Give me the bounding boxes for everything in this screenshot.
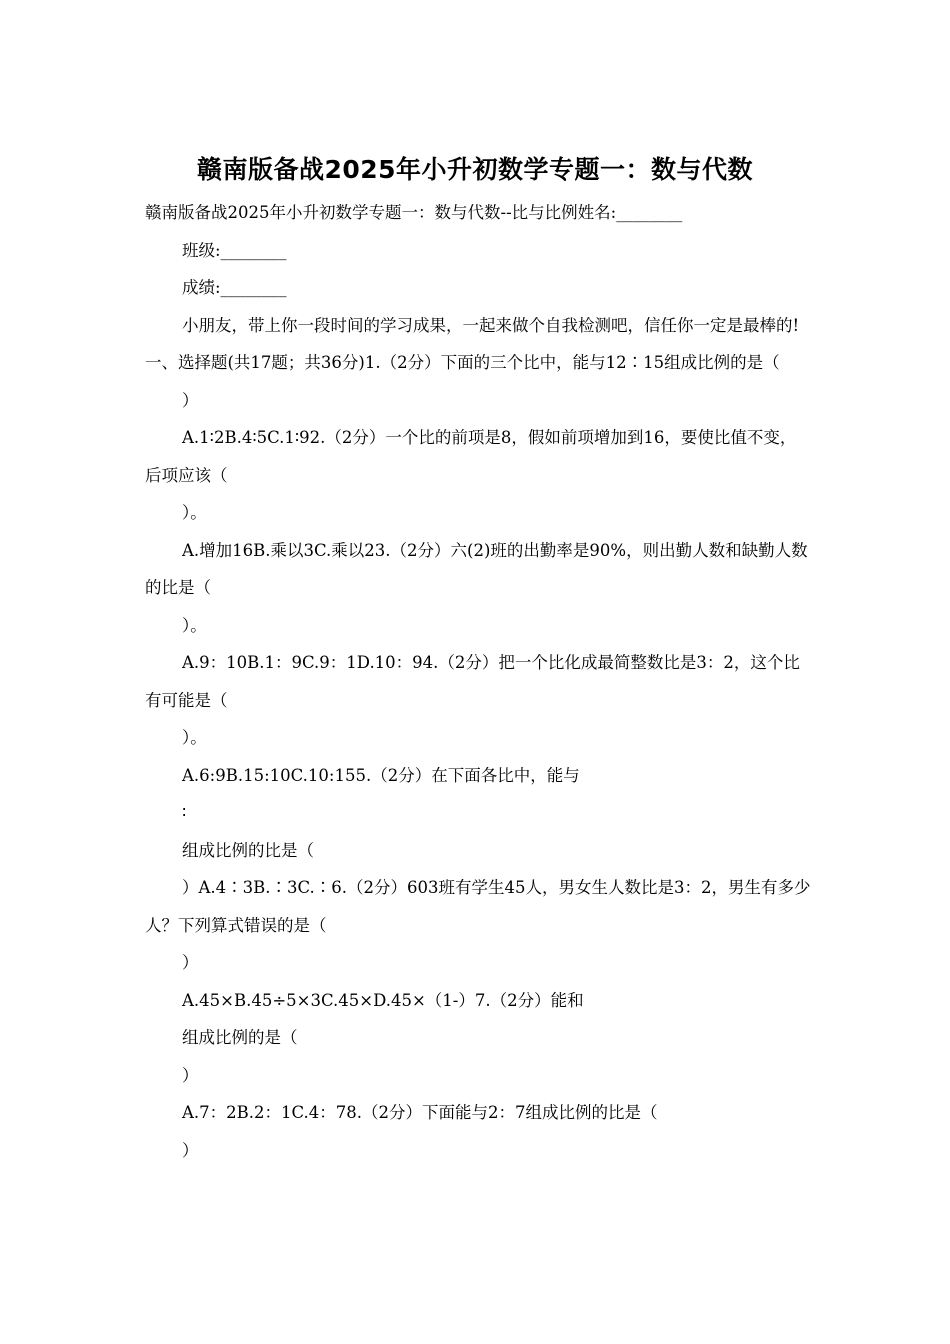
paragraph-bracket-close: ）。 bbox=[182, 503, 207, 522]
document-title: 赣南版备战2025年小升初数学专题一：数与代数 bbox=[196, 155, 754, 184]
paragraph-intro-question-1: 小朋友，带上你一段时间的学习成果，一起来做个自我检测吧，信任你一定是最棒的!一、选择题(共17题；共36分)1.（2分）下面的三个比中，能与12∶15组成比例的是（ bbox=[145, 315, 800, 372]
paragraph-header-info: 赣南版备战2025年小升初数学专题一：数与代数--比与比例姓名:________ bbox=[145, 203, 683, 222]
paragraph-options-question-5: A.6:9B.15:10C.10:155.（2分）在下面各比中，能与 bbox=[182, 765, 580, 785]
paragraph-options-question-8: A.7：2B.2：1C.4：78.（2分）下面能与2：7组成比例的比是（ bbox=[182, 1103, 658, 1122]
paragraph-score-field: 成绩:________ bbox=[182, 278, 287, 297]
document-body bbox=[145, 194, 811, 1169]
paragraph-question-5-tail: 组成比例的比是（ bbox=[182, 840, 314, 860]
paragraph-bracket-close: ） bbox=[182, 953, 199, 972]
paragraph-options-question-3: A.增加16B.乘以3C.乘以23.（2分）六(2)班的出勤率是90%，则出勤人数和缺勤人数的比是（ bbox=[145, 540, 808, 597]
paragraph-options-question-2: A.1∶2B.4∶5C.1∶92.（2分）一个比的前项是8，假如前项增加到16，要使比值不变，后项应该（ bbox=[145, 428, 797, 485]
paragraph-options-question-4: A.9：10B.1：9C.9：1D.10：94.（2分）把一个比化成最简整数比是3：2，这个比有可能是（ bbox=[145, 653, 800, 710]
paragraph-ratio-colon: ∶ bbox=[182, 803, 187, 822]
paragraph-bracket-close: ） bbox=[182, 1140, 199, 1160]
paragraph-class-field: 班级:________ bbox=[182, 240, 287, 260]
paragraph-bracket-close: ）。 bbox=[182, 615, 207, 635]
paragraph-bracket-close: ）。 bbox=[182, 728, 207, 747]
paragraph-bracket-close: ） bbox=[182, 390, 199, 410]
paragraph-options-question-6: ）A.4∶3B.∶3C.∶6.（2分）603班有学生45人，男女生人数比是3：2，男生有多少人？下列算式错误的是（ bbox=[145, 878, 811, 935]
paragraph-question-7-tail: 组成比例的是（ bbox=[182, 1028, 298, 1047]
paragraph-bracket-close: ） bbox=[182, 1065, 199, 1085]
paragraph-options-question-7: A.45×B.45÷5×3C.45×D.45×（1-）7.（2分）能和 bbox=[182, 990, 584, 1010]
